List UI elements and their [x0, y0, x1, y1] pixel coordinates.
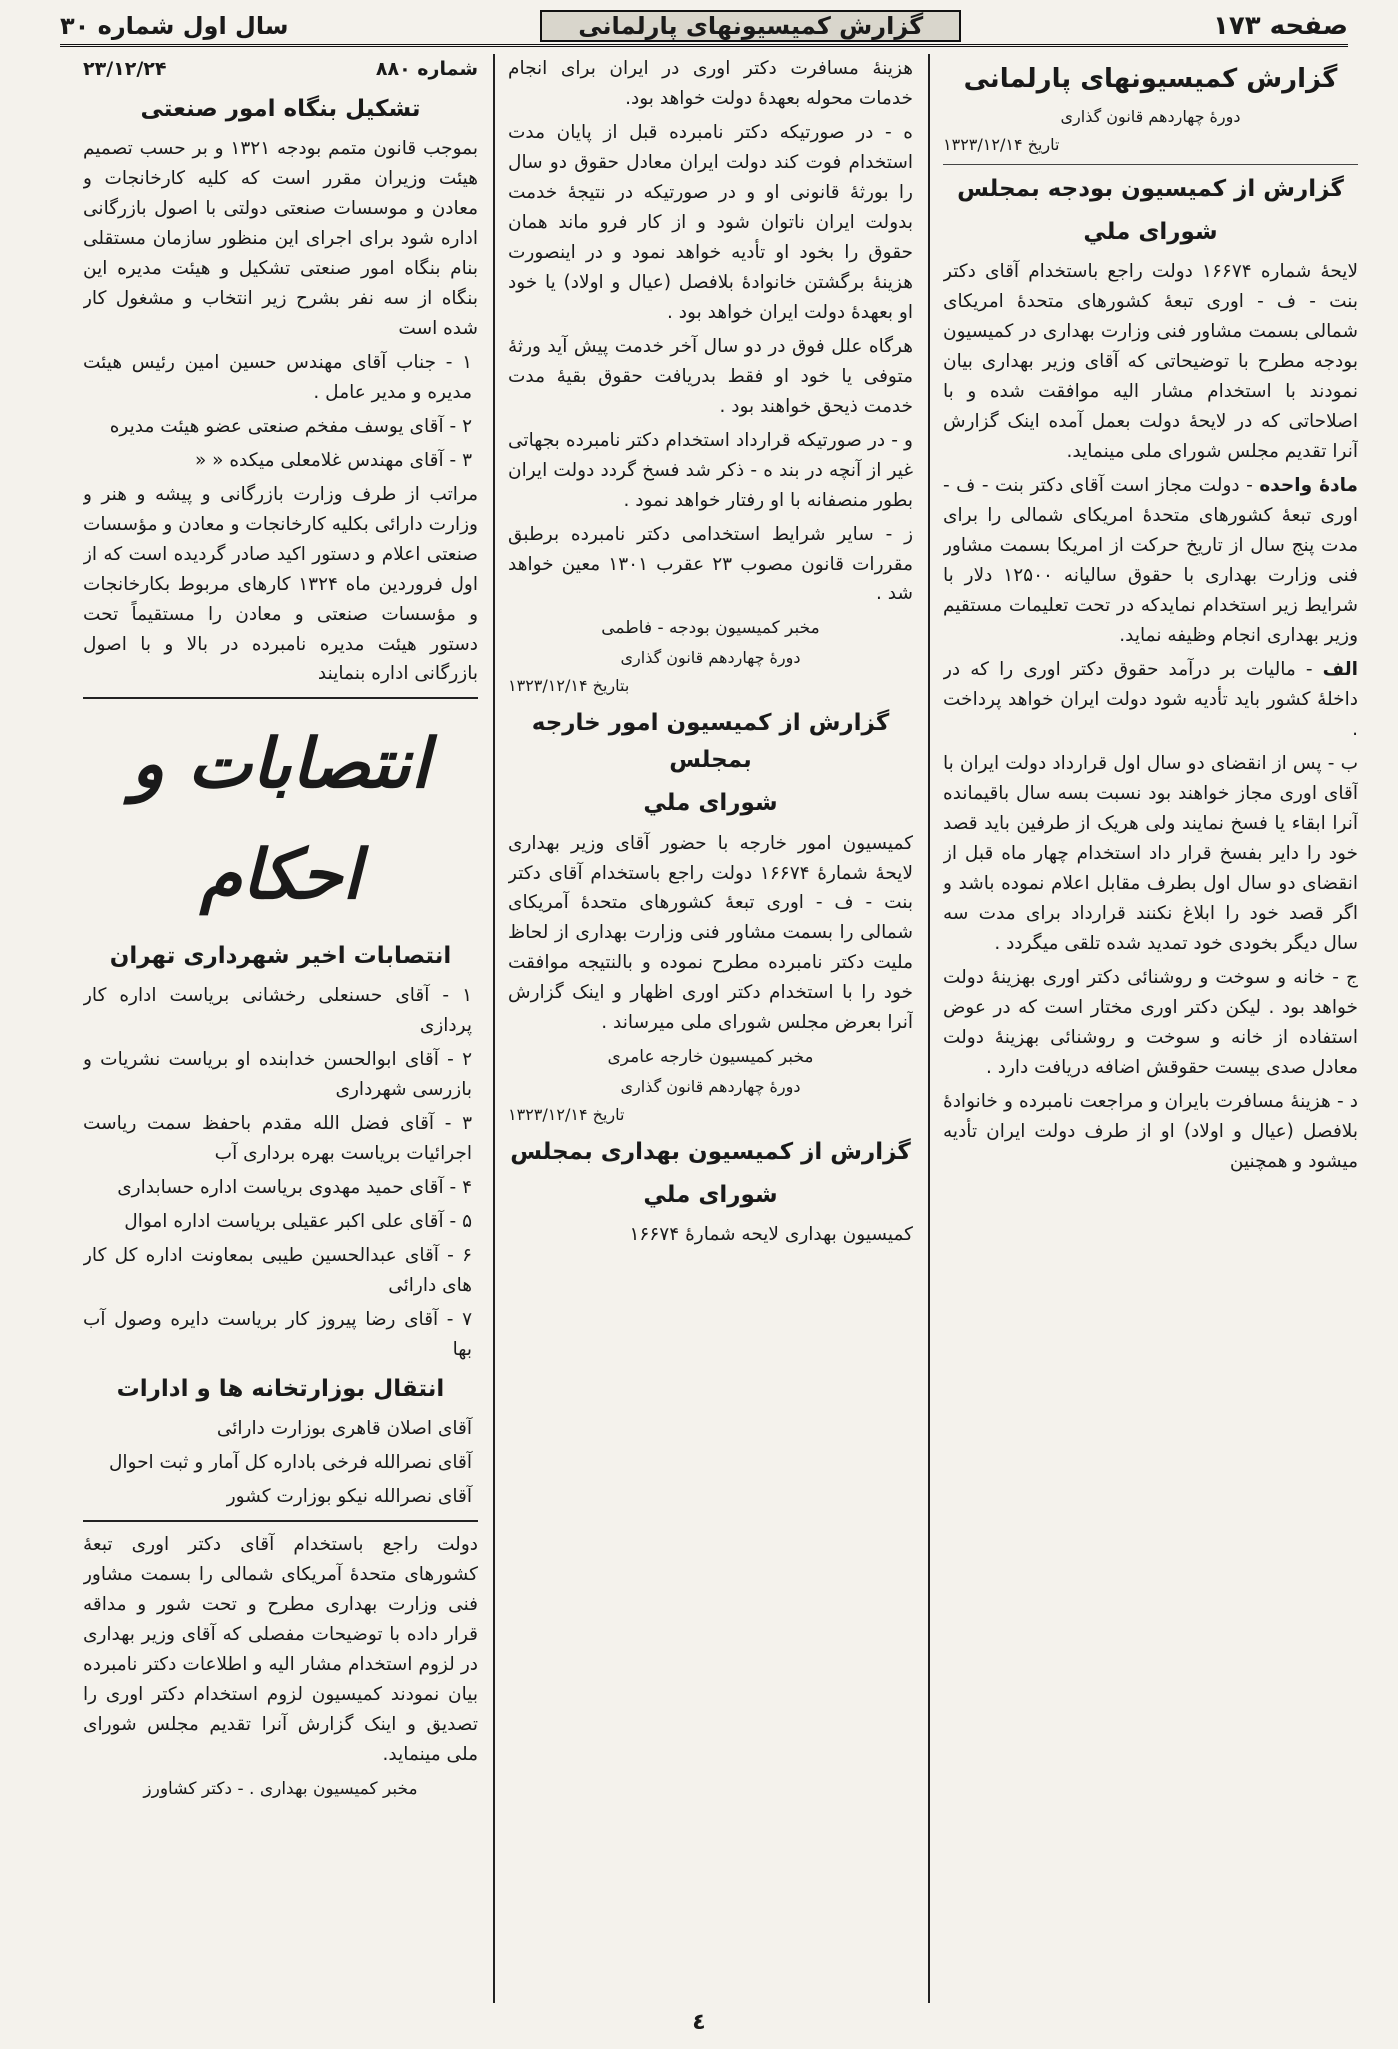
transfer-item: آقای اصلان قاهری بوزارت دارائی	[216, 1417, 472, 1439]
article-text: - دولت مجاز است آقای دکتر بنت - ف - اوری تبعهٔ کشورهای متحدهٔ امریکای شمالی را برای مدت پنج سال از تاریخ حرکت از امریکا بسمت مشاور فنی وزارت بهداری با حقوق سالیانه ۱۲۵۰۰ دلار با شرایط زیر استخدام نمایدکه در تحت تعلیمات مستقیم وزیر بهداری انجام وظیفه نماید.	[943, 475, 1358, 647]
section-title: گزارش کمیسیونهای پارلمانی	[540, 10, 961, 42]
article-paragraph	[943, 471, 1358, 651]
column-divider	[493, 54, 495, 2003]
clause-alef	[943, 655, 1358, 745]
notice-date: ۲۳/۱۲/۲۴	[83, 58, 167, 80]
appointment-item: ۱ - آقای حسنعلی رخشانی بریاست اداره کار پردازی	[83, 985, 472, 1036]
report-title-line2: شورای ملي	[643, 1181, 778, 1208]
signer: مخبر کمیسیون خارجه عامری	[607, 1047, 814, 1068]
divider	[83, 1520, 478, 1522]
session-line: دورهٔ چهاردهم قانون گذاری	[620, 1076, 801, 1096]
appointment-item: ۲ - آقای ابوالحسن خدابنده او بریاست نشریات و بازرسی شهرداری	[83, 1048, 472, 1100]
date-line: بتاریخ ۱۳۲۳/۱۲/۱۴	[508, 675, 630, 695]
appointment-item: ۶ - آقای عبدالحسین طیبی بمعاونت اداره کل کار های دارائی	[83, 1244, 472, 1296]
clause-jim: ج - خانه و سوخت و روشنائی دکتر اوری بهزینهٔ دولت خواهد بود . لیکن دکتر اوری مختار است که در عوض استفاده از خانه و سوخت و روشنائی بهزینهٔ دولت معادل صدی بیست حقوقش اضافه دریافت دارد .	[943, 966, 1358, 1078]
notice-title: تشکیل بنگاه امور صنعتی	[140, 95, 421, 122]
notice-number: شماره ۸۸۰	[375, 58, 478, 80]
paragraph: هزینهٔ مسافرت دکتر اوری در ایران برای انجام خدمات محوله بعهدهٔ دولت خواهد بود.	[508, 58, 913, 109]
report-paragraph: کمیسیون بهداری لایحه شمارهٔ ۱۶۶۷۴	[629, 1224, 913, 1246]
section-banner: انتصابات و احکام	[131, 724, 430, 915]
clause-alef-label: الف	[1322, 659, 1358, 681]
date-line: تاریخ ۱۳۲۳/۱۲/۱۴	[943, 135, 1060, 155]
report-title-line2: شورای ملي	[1083, 219, 1218, 246]
article-label: مادهٔ واحده	[1259, 475, 1358, 497]
appointments-title: انتصابات اخیر شهرداری تهران	[109, 942, 452, 969]
session-line: دورهٔ چهاردهم قانون گذاری	[1060, 107, 1241, 127]
notice-paragraph: مراتب از طرف وزارت بازرگانی و پیشه و هنر و وزارت دارائی بکلیه کارخانجات و معادن و مؤسسات صنعتی اعلام و دستور اکید صادر گردیده است که از اول فروردین ماه ۱۳۲۴ کارهای مربوط بکارخانجات و مؤسسات صنعتی و معادن را مستقیماً تحت دستور هیئت مدیره نامبرده در بالا و با اصول بازرگانی اداره بنمایند	[83, 483, 478, 685]
clause-vav: و - در صورتیکه قرارداد استخدام دکتر نامبرده بجهاتی غیر از آنچه در بند ه - ذکر شد فسخ گردد دولت ایران بطور منصفانه با او رفتار خواهد نمود .	[508, 429, 913, 511]
clause-dal: د - هزینهٔ مسافرت بایران و مراجعت نامبرده و خانوادهٔ بلافصل (عیال و اولاد) او از طرف دولت ایران تأدیه میشود و همچنین	[943, 1090, 1358, 1172]
page-label: صفحه ۱۷۳	[1212, 11, 1348, 41]
report-title-line2: شورای ملي	[643, 790, 778, 817]
appointment-item: ۴ - آقای حمید مهدوی بریاست اداره حسابداری	[117, 1176, 472, 1198]
report-title: گزارش از کمیسیون بهداری بمجلس	[510, 1138, 911, 1165]
notice-number-line	[83, 54, 478, 85]
transfer-item: آقای نصرالله فرخی باداره کل آمار و ثبت احوال	[108, 1451, 472, 1473]
date-line: تاریخ ۱۳۲۳/۱۲/۱۴	[508, 1104, 625, 1124]
clause-alef-text: - مالیات بر درآمد حقوق دکتر اوری را که در داخلهٔ کشور باید تأدیه شود دولت ایران خواهد پرداخت .	[943, 659, 1358, 740]
appointment-item: ۷ - آقای رضا پیروز کار بریاست دایره وصول آب بها	[83, 1308, 472, 1360]
paragraph: هرگاه علل فوق در دو سال آخر خدمت پیش آید ورثهٔ متوفی یا خود او فقط بدریافت حقوق بقیهٔ مدت خدمت ذیحق خواهند بود .	[508, 335, 913, 417]
column-heading: گزارش کمیسیونهای پارلمانی	[963, 64, 1338, 94]
member-item: ۳ - آقای مهندس غلامعلی میکده « «	[194, 449, 472, 471]
divider	[83, 697, 478, 699]
report-title: گزارش از کمیسیون بودجه بمجلس	[957, 175, 1344, 202]
clause-ze: ز - سایر شرایط استخدامی دکتر نامبرده برطبق مقررات قانون مصوب ۲۳ عقرب ۱۳۰۱ معین خواهد شد .	[508, 523, 913, 605]
appointment-item: ۵ - آقای علی اکبر عقیلی بریاست اداره اموال	[124, 1210, 472, 1232]
notice-paragraph: بموجب قانون متمم بودجه ۱۳۲۱ و بر حسب تصمیم هیئت وزیران مقرر است که کلیه کارخانجات و معادن و موسسات صنعتی دولتی با اصول بازرگانی اداره شود برای اجرای این منظور سازمان مستقلی بنام بنگاه امور صنعتی تشکیل و هیئت مدیره این بنگاه از سه نفر بشرح زیر انتخاب و مشغول کار شده است	[83, 138, 478, 339]
column-divider	[928, 54, 930, 2003]
member-item: ۱ - جناب آقای مهندس حسین امین رئیس هیئت مدیره و مدیر عامل .	[83, 351, 472, 403]
clause-he: ه - در صورتیکه دکتر نامبرده قبل از پایان مدت استخدام فوت کند دولت ایران معادل حقوق دو سال را بورثهٔ قانونی او و در صورتیکه در نتیجهٔ خدمت بدولت ایران ناتوان شود و از کار فرو ماند همان حقوق را بخود او تأدیه خواهد نمود و در اینصورت هزینهٔ برگشتن خانوادهٔ بلافصل (عیال و اولاد) یا خود او بعهدهٔ دولت ایران خواهد بود .	[508, 121, 913, 323]
masthead	[60, 8, 1348, 47]
member-item: ۲ - آقای یوسف مفخم صنعتی عضو هیئت مدیره	[109, 415, 472, 437]
signer: مخبر کمیسیون بهداری . - دکتر کشاورز	[143, 1778, 418, 1799]
clause-be: ب - پس از انقضای دو سال اول قرارداد دولت ایران با آقای اوری مجاز خواهند بود نسبت بسه سال باقیمانده آنرا ابقاء یا فسخ نمایند ولی هریک از طرفین باید قصد خود را دایر بفسخ قرار داد استخدام چهار ماه قبل از انقضای دو سال اول بطرف مقابل اعلام نموده باشد و اگر قصد خود را ابلاغ نکنند قرارداد برای مدت سه سال دیگر بخودی خود تمدید شده تلقی میگردد .	[943, 752, 1358, 954]
issue-label: سال اول شماره ۳۰	[60, 12, 289, 40]
page-number: ٤	[692, 2010, 706, 2035]
right-column	[943, 54, 1358, 2003]
left-column	[83, 54, 478, 2003]
report-title: گزارش از کمیسیون امور خارجه بمجلس	[531, 709, 890, 774]
transfer-item: آقای نصرالله نیکو بوزارت کشور	[226, 1485, 472, 1507]
transfers-title: انتقال بوزارتخانه ها و ادارات	[116, 1375, 445, 1402]
divider	[943, 164, 1358, 165]
signer: مخبر کمیسیون بودجه - فاطمی	[601, 618, 820, 639]
report-paragraph: کمیسیون امور خارجه با حضور آقای وزیر بهداری لایحهٔ شمارهٔ ۱۶۶۷۴ دولت راجع باستخدام آقای دکتر بنت - ف - اوری تبعهٔ کشورهای متحدهٔ آمریکای شمالی را بسمت مشاور فنی وزارت بهداری از لحاظ ملیت دکتر نامبرده مطرح نموده و بالنتیجه موافقت خود را با استخدام دکتر اوری اظهار و اینک گزارش آنرا بعرض مجلس شورای ملی میرساند .	[508, 832, 913, 1034]
report-continuation: دولت راجع باستخدام آقای دکتر اوری تبعهٔ کشورهای متحدهٔ آمریکای شمالی را بسمت مشاور فنی وزارت بهداری مطرح و تحت شور و مداقه قرار داده با توضیحات مفصلی که آقای وزیر بهداری در لزوم استخدام مشار الیه و اطلاعات دکتر نامبرده بیان نمودند کمیسیون لزوم استخدام دکتر اوری را تصدیق و اینک گزارش آنرا تقدیم مجلس شورای ملی مینماید.	[83, 1533, 478, 1765]
appointment-item: ۳ - آقای فضل الله مقدم باحفظ سمت ریاست اجرائیات بریاست بهره برداری آب	[83, 1112, 472, 1164]
intro-paragraph: لایحهٔ شماره ۱۶۶۷۴ دولت راجع باستخدام آقای دکتر بنت - ف - اوری تبعهٔ کشورهای متحدهٔ امریکای شمالی بسمت مشاور فنی وزارت بهداری در کمیسیون بودجه مطرح با توضیحاتی که آقای وزیر بهداری بیان نمودند با استخدام مشار الیه موافقت شده و با اصلاحاتی که در لایحهٔ دولت بعمل آمده اینک گزارش آنرا تقدیم مجلس شورای ملی مینماید.	[943, 261, 1358, 463]
session-line: دورهٔ چهاردهم قانون گذاری	[620, 647, 801, 667]
middle-column	[508, 54, 913, 2003]
